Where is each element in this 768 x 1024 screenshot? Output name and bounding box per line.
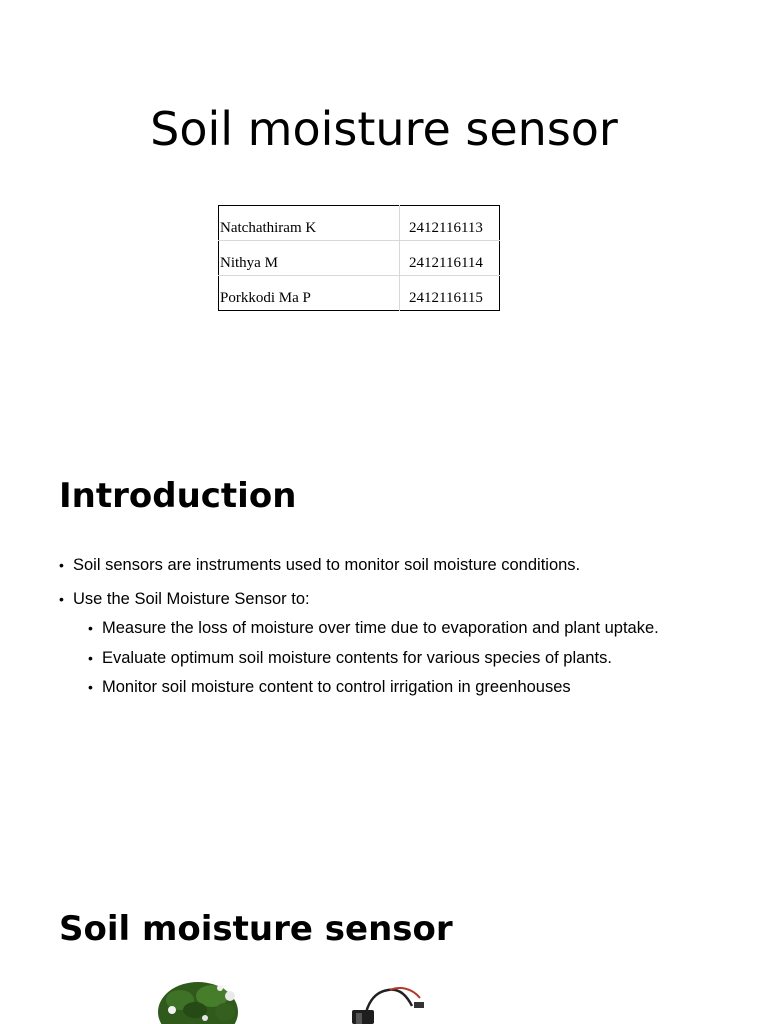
plant-photo — [150, 980, 260, 1024]
table-row — [219, 241, 500, 276]
bullet-text: Measure the loss of moisture over time due to evaporation and plant uptake. — [102, 619, 659, 637]
bullet-icon: • — [88, 679, 93, 695]
member-name-cell: Nithya M — [219, 241, 400, 276]
introduction-bullet-list — [59, 553, 749, 705]
bullet-icon: • — [88, 620, 93, 636]
team-members-table — [218, 205, 500, 311]
table-row — [219, 276, 500, 311]
list-item — [59, 675, 749, 699]
member-name-cell: Porkkodi Ma P — [219, 276, 400, 311]
member-id-cell: 2412116114 — [400, 241, 500, 276]
sensor-module-photo — [330, 980, 500, 1024]
bullet-text: Monitor soil moisture content to control irrigation in greenhouses — [102, 678, 571, 696]
introduction-heading: Introduction — [59, 476, 297, 516]
list-item — [59, 616, 749, 640]
table-row — [219, 206, 500, 241]
bullet-text: Soil sensors are instruments used to monitor soil moisture conditions. — [73, 556, 581, 574]
bullet-text: Evaluate optimum soil moisture contents for various species of plants. — [102, 648, 612, 667]
member-name-cell: Natchathiram K — [219, 206, 400, 241]
slide-title: Soil moisture sensor — [150, 102, 618, 156]
list-item — [59, 553, 749, 577]
bullet-icon: • — [59, 591, 64, 607]
list-item — [59, 587, 749, 611]
bullet-icon: • — [88, 649, 93, 666]
member-id-cell: 2412116115 — [400, 276, 500, 311]
sensor-section-heading: Soil moisture sensor — [59, 909, 453, 949]
member-id-cell: 2412116113 — [409, 220, 483, 236]
bullet-text: Use the Soil Moisture Sensor to: — [73, 590, 310, 608]
list-item — [59, 646, 749, 670]
bullet-icon: • — [59, 557, 64, 573]
